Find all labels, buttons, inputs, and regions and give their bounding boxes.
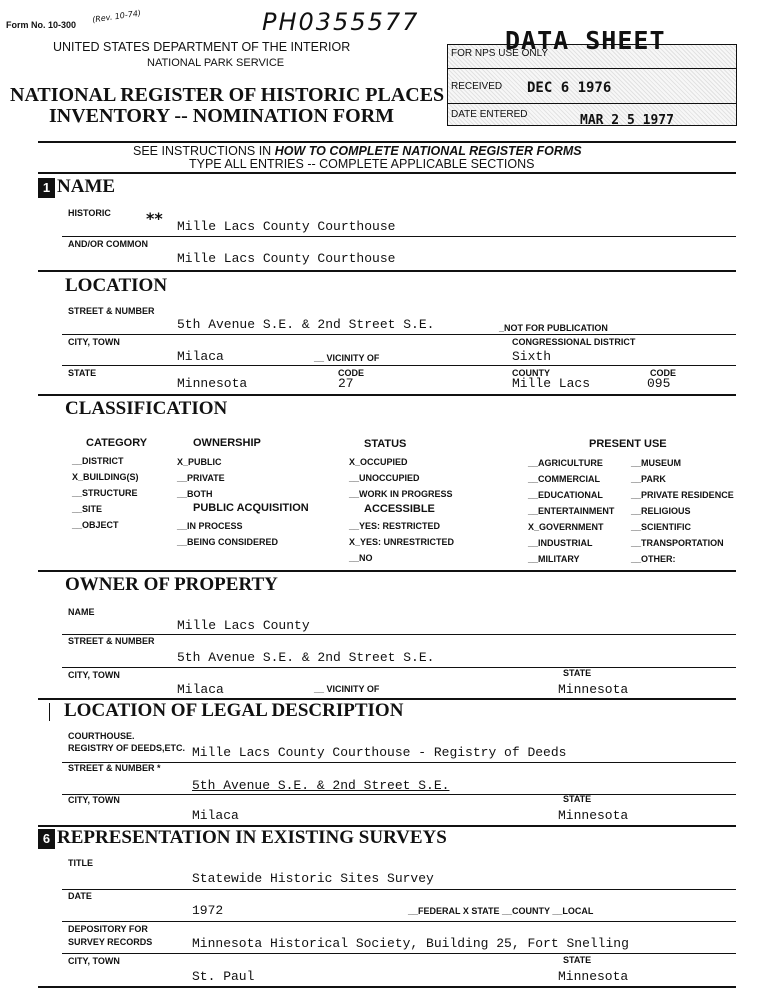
present-use-option: __AGRICULTURE: [528, 458, 603, 468]
present-use-heading: PRESENT USE: [589, 438, 667, 450]
form-title-line1: NATIONAL REGISTER OF HISTORIC PLACES: [10, 84, 445, 106]
survey-date-label: DATE: [68, 891, 92, 901]
date-entered-value: MAR 2 5 1977: [580, 113, 674, 128]
owner-vicinity: __ VICINITY OF: [314, 684, 380, 694]
date-entered-label: DATE ENTERED: [451, 109, 528, 120]
margin-mark: [49, 703, 50, 721]
acquisition-being-considered: __BEING CONSIDERED: [177, 537, 279, 547]
instructions-line2: TYPE ALL ENTRIES -- COMPLETE APPLICABLE SECTIONS: [189, 157, 535, 171]
location-city-label: CITY, TOWN: [68, 337, 120, 347]
present-use-option: __INDUSTRIAL: [528, 538, 593, 548]
location-street-label: STREET & NUMBER: [68, 306, 155, 316]
category-district: __DISTRICT: [72, 456, 124, 466]
status-unoccupied: __UNOCCUPIED: [349, 473, 420, 483]
county-label: COUNTY: [512, 368, 550, 378]
ownership-public: X_PUBLIC: [177, 457, 222, 467]
owner-name-value: Mille Lacs County: [177, 618, 310, 633]
location-section-heading: LOCATION: [65, 275, 168, 296]
county-value: Mille Lacs: [512, 376, 591, 391]
category-heading: CATEGORY: [86, 437, 148, 449]
location-vicinity: __ VICINITY OF: [314, 353, 380, 363]
depository-label-line2: SURVEY RECORDS: [68, 937, 153, 947]
category-building: X_BUILDING(S): [72, 472, 139, 482]
survey-state-value: Minnesota: [558, 969, 629, 984]
present-use-option: __ENTERTAINMENT: [528, 506, 615, 516]
status-heading: STATUS: [364, 438, 407, 450]
courthouse-value: Mille Lacs County Courthouse - Registry of Deeds: [192, 745, 567, 760]
acquisition-in-process: __IN PROCESS: [177, 521, 243, 531]
survey-title-label: TITLE: [68, 858, 93, 868]
legal-city-label: CITY, TOWN: [68, 795, 120, 805]
accessible-heading: ACCESSIBLE: [364, 503, 435, 515]
state-code-label: CODE: [338, 368, 365, 378]
owner-city-label: CITY, TOWN: [68, 670, 120, 680]
present-use-option: __EDUCATIONAL: [528, 490, 603, 500]
received-label: RECEIVED: [451, 81, 503, 92]
received-date: DEC 6 1976: [527, 80, 612, 96]
survey-state-label: STATE: [563, 955, 592, 965]
courthouse-label-line2: REGISTRY OF DEEDS,ETC.: [68, 743, 186, 753]
state-code-value: 27: [338, 376, 354, 391]
present-use-option: __SCIENTIFIC: [631, 522, 692, 532]
present-use-option: __TRANSPORTATION: [631, 538, 724, 548]
access-no: __NO: [349, 553, 373, 563]
location-state-label: STATE: [68, 368, 97, 378]
status-work-in-progress: __WORK IN PROGRESS: [349, 489, 453, 499]
nps-use-label: FOR NPS USE ONLY: [451, 48, 549, 59]
form-title-line2: INVENTORY -- NOMINATION FORM: [49, 105, 395, 127]
survey-city-label: CITY, TOWN: [68, 956, 120, 966]
service-name: NATIONAL PARK SERVICE: [147, 57, 285, 69]
owner-street-value: 5th Avenue S.E. & 2nd Street S.E.: [177, 650, 435, 665]
ownership-private: __PRIVATE: [177, 473, 225, 483]
category-site: __SITE: [72, 504, 103, 514]
historic-name-value: Mille Lacs County Courthouse: [177, 219, 396, 234]
classification-section-heading: CLASSIFICATION: [65, 398, 228, 419]
category-object: __OBJECT: [72, 520, 119, 530]
historic-label: HISTORIC: [68, 208, 111, 218]
depository-value: Minnesota Historical Society, Building 25, Fort Snelling: [192, 936, 629, 951]
present-use-option: __MILITARY: [528, 554, 580, 564]
survey-title-value: Statewide Historic Sites Survey: [192, 871, 434, 886]
survey-levels: __FEDERAL X STATE __COUNTY __LOCAL: [408, 906, 594, 916]
owner-city-value: Milaca: [177, 682, 224, 697]
owner-name-label: NAME: [68, 607, 95, 617]
section-number-1: 1: [38, 178, 55, 198]
present-use-option: __RELIGIOUS: [631, 506, 691, 516]
county-code-label: CODE: [650, 368, 677, 378]
common-name-value: Mille Lacs County Courthouse: [177, 251, 396, 266]
legal-street-label: STREET & NUMBER *: [68, 763, 161, 773]
owner-section-heading: OWNER OF PROPERTY: [65, 574, 278, 595]
department-name: UNITED STATES DEPARTMENT OF THE INTERIOR: [53, 40, 351, 54]
present-use-option: __PARK: [631, 474, 666, 484]
survey-date-value: 1972: [192, 903, 224, 918]
owner-state-value: Minnesota: [558, 682, 629, 697]
location-city-value: Milaca: [177, 349, 224, 364]
legal-state-value: Minnesota: [558, 808, 629, 823]
owner-state-label: STATE: [563, 668, 592, 678]
location-street-value: 5th Avenue S.E. & 2nd Street S.E.: [177, 317, 435, 332]
congressional-district-value: Sixth: [512, 349, 552, 364]
handwritten-id: PH0355577: [262, 8, 420, 36]
data-sheet-stamp: DATA SHEET: [505, 26, 666, 55]
access-restricted: __YES: RESTRICTED: [349, 521, 441, 531]
present-use-option: X_GOVERNMENT: [528, 522, 604, 532]
location-state-value: Minnesota: [177, 376, 248, 391]
courthouse-label-line1: COURTHOUSE.: [68, 731, 135, 741]
ownership-heading: OWNERSHIP: [193, 437, 261, 449]
present-use-option: __OTHER:: [631, 554, 676, 564]
ownership-both: __BOTH: [177, 489, 213, 499]
present-use-option: __PRIVATE RESIDENCE: [631, 490, 734, 500]
surveys-section-heading: 6 REPRESENTATION IN EXISTING SURVEYS: [38, 827, 447, 849]
county-code-value: 095: [647, 376, 671, 391]
handwritten-mark: **: [146, 209, 163, 228]
common-name-label: AND/OR COMMON: [68, 239, 148, 249]
section-number-6: 6: [38, 829, 55, 849]
category-structure: __STRUCTURE: [72, 488, 138, 498]
legal-city-value: Milaca: [192, 808, 239, 823]
name-section-heading: 1 NAME: [38, 176, 115, 198]
form-number: Form No. 10-300: [6, 20, 77, 30]
present-use-option: __COMMERCIAL: [528, 474, 601, 484]
survey-city-value: St. Paul: [192, 969, 255, 984]
instructions-line1: SEE INSTRUCTIONS IN HOW TO COMPLETE NATIONAL REGISTER FORMS: [133, 144, 582, 158]
public-acquisition-heading: PUBLIC ACQUISITION: [193, 502, 309, 514]
present-use-option: __MUSEUM: [631, 458, 682, 468]
owner-street-label: STREET & NUMBER: [68, 636, 155, 646]
congressional-district-label: CONGRESSIONAL DISTRICT: [512, 337, 636, 347]
not-for-publication: _NOT FOR PUBLICATION: [499, 323, 608, 333]
legal-street-value: 5th Avenue S.E. & 2nd Street S.E.: [192, 778, 450, 793]
legal-state-label: STATE: [563, 794, 592, 804]
status-occupied: X_OCCUPIED: [349, 457, 408, 467]
access-unrestricted: X_YES: UNRESTRICTED: [349, 537, 455, 547]
legal-section-heading: LOCATION OF LEGAL DESCRIPTION: [64, 700, 404, 721]
form-revision: (Rev. 10-74): [91, 8, 142, 25]
depository-label-line1: DEPOSITORY FOR: [68, 924, 148, 934]
